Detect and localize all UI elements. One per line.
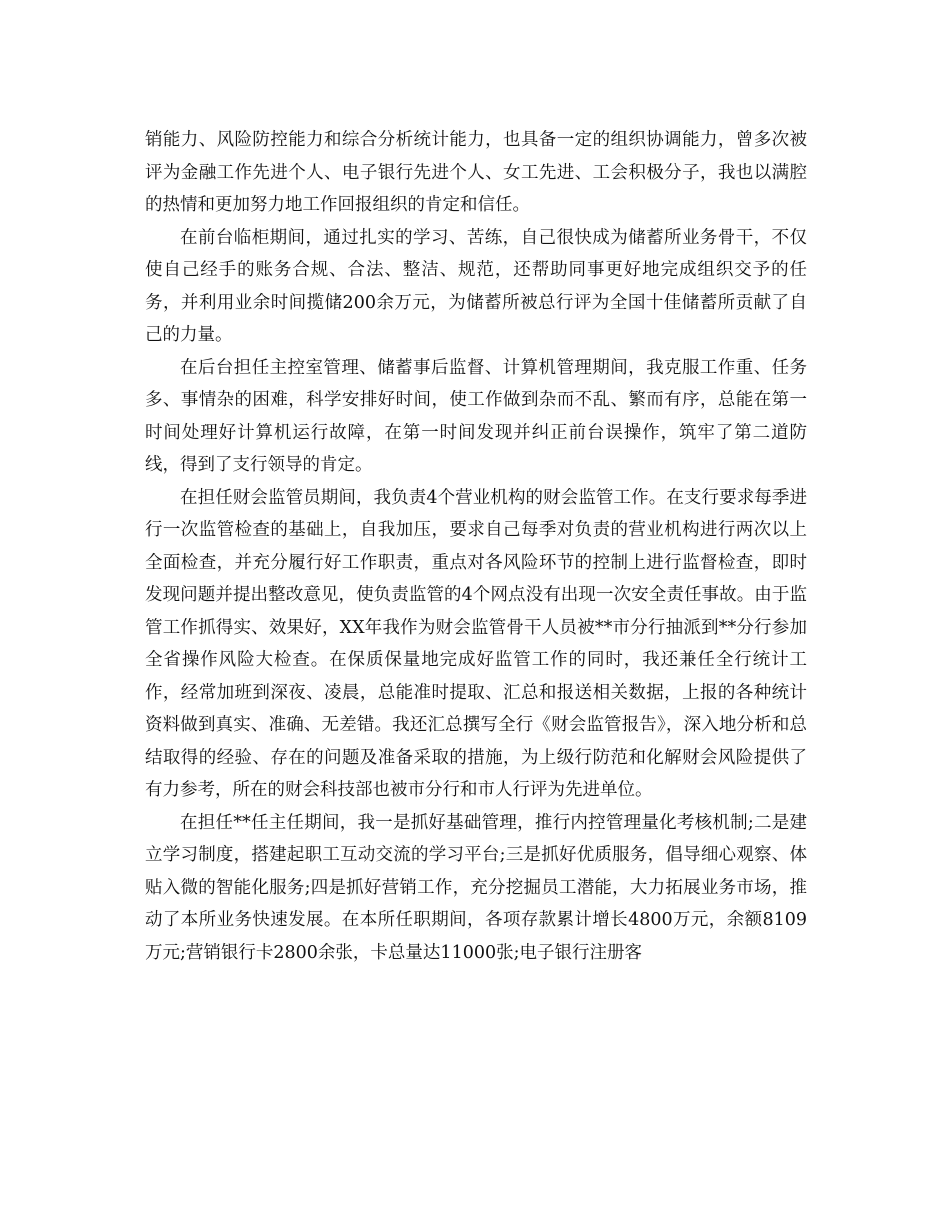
paragraph-back-office: 在后台担任主控室管理、储蓄事后监督、计算机管理期间，我克服工作重、任务多、事情杂的困难，科学安排好时间，使工作做到杂而不乱、繁而有序，总能在第一时间处理好计算机运行故障，在第一时间发现并纠正前台误操作，筑牢了第二道防线，得到了支行领导的肯定。: [145, 357, 807, 475]
document-body: [145, 124, 807, 969]
paragraph-director: 在担任**任主任期间，我一是抓好基础管理，推行内控管理量化考核机制;二是建立学习制度，搭建起职工互动交流的学习平台;三是抓好优质服务，倡导细心观察、体贴入微的智能化服务;四是抓好营销工作，充分挖掘员工潜能，大力拓展业务市场，推动了本所业务快速发展。在本所任职期间，各项存款累计增长4800万元，余额8109万元;营销银行卡2800余张，卡总量达11000张;电子银行注册客: [145, 812, 807, 963]
paragraph-1-continued: 销能力、风险防控能力和综合分析统计能力，也具备一定的组织协调能力，曾多次被评为金融工作先进个人、电子银行先进个人、女工先进、工会积极分子，我也以满腔的热情和更加努力地工作回报组织的肯定和信任。: [145, 130, 807, 215]
paragraph-front-counter: 在前台临柜期间，通过扎实的学习、苦练，自己很快成为储蓄所业务骨干，不仅使自己经手的账务合规、合法、整洁、规范，还帮助同事更好地完成组织交予的任务，并利用业余时间揽储200余万元，为储蓄所被总行评为全国十佳储蓄所贡献了自己的力量。: [145, 227, 807, 345]
paragraph-supervisor: 在担任财会监管员期间，我负责4个营业机构的财会监管工作。在支行要求每季进行一次监管检查的基础上，自我加压，要求自己每季对负责的营业机构进行两次以上全面检查，并充分履行好工作职责，重点对各风险环节的控制上进行监督检查，即时发现问题并提出整改意见，使负责监管的4个网点没有出现一次安全责任事故。由于监管工作抓得实、效果好，XX年我作为财会监管骨干人员被**市分行抽派到**分行参加全省操作风险大检查。在保质保量地完成好监管工作的同时，我还兼任全行统计工作，经常加班到深夜、凌晨，总能准时提取、汇总和报送相关数据，上报的各种统计资料做到真实、准确、无差错。我还汇总撰写全行《财会监管报告》，深入地分析和总结取得的经验、存在的问题及准备采取的措施，为上级行防范和化解财会风险提供了有力参考，所在的财会科技部也被市分行和市人行评为先进单位。: [145, 487, 807, 800]
